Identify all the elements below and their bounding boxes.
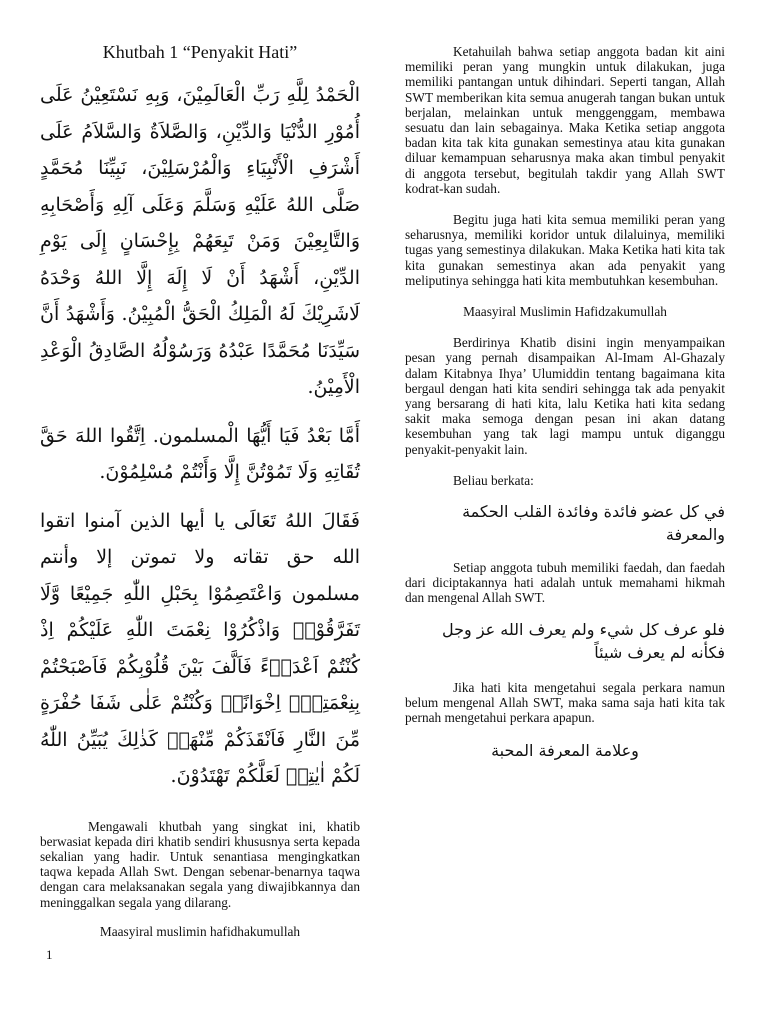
paragraph-faedah: Setiap anggota tubuh memiliki faedah, dan faedah dari diciptakannya hati adalah untuk memahami hikmah dan mengenal Allah SWT. — [405, 560, 725, 606]
left-column — [40, 40, 360, 939]
arabic-quote-2: فلو عرف كل شيء ولم يعرف الله عز وجل فكأنه لم يعرف شيئاً — [442, 619, 725, 662]
paragraph-khatib-message: Berdirinya Khatib disini ingin menyampaikan pesan yang pernah disampaikan Al-Imam Al-Ghazaly dalam Kitabnya Ihya’ Ulumiddin tentang bagaimana kita bergaul dengan hati kita sendiri sehingga tak ada penyakit yang bersarang di hati kita, lalu Ketika hati kita sedang sakit maka semoga dengan pesan ini akan datang kesembuhan yang tak lagi mampu untuk diganggu penyakit-penyakit lain. — [405, 335, 725, 457]
right-column — [405, 44, 725, 762]
arabic-quote-1: في كل عضو فائدة وفائدة القلب الحكمة والمعرفة — [462, 502, 725, 545]
arabic-opening-praise: الْحَمْدُ لِلَّهِ رَبِّ الْعَالَمِيْنَ، وَبِهِ نَسْتَعِيْنُ عَلَى أُمُوْرِ الدُّنْيَا وَالدِّيْنِ، وَالصَّلاَةُ وَالسَّلاَمُ عَلَى أَشْرَفِ الْأَنْبِيَاءِ وَالْمُرْسَلِيْنَ، نَبِيِّنَا مُحَمَّدٍ صَلَّى اللهُ عَلَيْهِ وَسَلَّمَ وَعَلَى آلِهِ وَأَصْحَابِهِ وَالتَّابِعِيْنَ وَمَنْ تَبِعَهُمْ بِإِحْسَانٍ إِلَى يَوْمِ الدِّيْنِ، أَشْهَدُ أَنْ لَا إِلَهَ إِلَّا اللهُ وَحْدَهُ لَاشَرِيْكَ لَهُ الْمَلِكُ الْحَقُّ الْمُبِيْنُ. وَأَشْهَدُ أَنَّ سَيِّدَنَا مُحَمَّدًا عَبْدُهُ وَرَسُوْلُهُ الصَّادِقُ الْوَعْدِ الْأَمِيْنُ. — [40, 84, 360, 398]
paragraph-limbs: Ketahuilah bahwa setiap anggota badan kit aini memiliki peran yang mungkin untuk dilakukan, juga memiliki pantangan untuk dihindari. Seperti tangan, Allah SWT memberikan kita semua anugerah tangan bukan untuk berjalan, melainkan untuk menggenggam, membawa sesuatu dan lain sebagainya. Maka Ketika setiap anggota badan kita tak kita gunakan semestinya atau kita gunakan diluar kemampuan seharusnya maka akan timbul penyakit di anggota tersebut, begitulah takdir yang Allah SWT kodrat-kan sudah. — [405, 44, 725, 196]
section-heading: Maasyiral muslimin hafidhakumullah — [99, 923, 301, 939]
opening-paragraph: Mengawali khutbah yang singkat ini, khatib berwasiat kepada diri khatib sendiri khususnya serta kepada sekalian yang hadir. Untuk senantiasa mengingkatkan taqwa kepada Allah Swt. Dengan sebenar-benarnya taqwa dengan cara melaksanakan segala yang diwajibkannya dan meninggalkan segala yang dilarang. — [40, 818, 360, 910]
page-title: Khutbah 1 “Penyakit Hati” — [102, 42, 298, 62]
quote-intro: Beliau berkata: — [453, 472, 534, 488]
arabic-quote-3: وعلامة المعرفة المحبة — [491, 741, 639, 761]
arabic-amma-baad: أَمَّا بَعْدُ فَيَا أَيُّهَا الْمسلمون. اِتَّقُوا اللهَ حَقَّ تُقَاتِهِ وَلَا تَمُوْتُنَّ إِلَّا وَأَنْتُمْ مُسْلِمُوْنَ. — [40, 424, 360, 483]
section-heading: Maasyiral Muslimin Hafidzakumullah — [463, 304, 667, 320]
paragraph-heart-role: Begitu juga hati kita semua memiliki peran yang seharusnya, memiliki koridor untuk dilaluinya, memiliki tugas yang semestinya dilakukan. Maka Ketika hati kita tak kita gunakan semestinya akan ada penyakit yang meliputinya sehingga hati kita membutuhkan kesembuhan. — [405, 212, 725, 288]
paragraph-knowing-allah: Jika hati kita mengetahui segala perkara namun belum mengenal Allah SWT, maka sama saja hati kita tak pernah mengetahui perkara apapun. — [405, 679, 725, 726]
arabic-quran-verse: فَقَالَ اللهُ تَعَالَى يا أيها الذين آمنوا اتقوا الله حق تقاته ولا تموتن إلا وأنتم مسلمون وَاعْتَصِمُوْا بِحَبْلِ اللّٰهِ جَمِيْعًا وَّلَا تَفَرَّقُوْاۖ وَاذْكُرُوْا نِعْمَتَ اللّٰهِ عَلَيْكُمْ اِذْ كُنْتُمْ اَعْدَاۤءً فَاَلَّفَ بَيْنَ قُلُوْبِكُمْ فَاَصْبَحْتُمْ بِنِعْمَتِهٖٓ اِخْوَانًاۚ وَكُنْتُمْ عَلٰى شَفَا حُفْرَةٍ مِّنَ النَّارِ فَاَنْقَذَكُمْ مِّنْهَاۗ كَذٰلِكَ يُبَيِّنُ اللّٰهُ لَكُمْ اٰيٰتِهٖ لَعَلَّكُمْ تَهْتَدُوْنَ. — [40, 509, 360, 787]
page-number: 1 — [46, 947, 53, 962]
